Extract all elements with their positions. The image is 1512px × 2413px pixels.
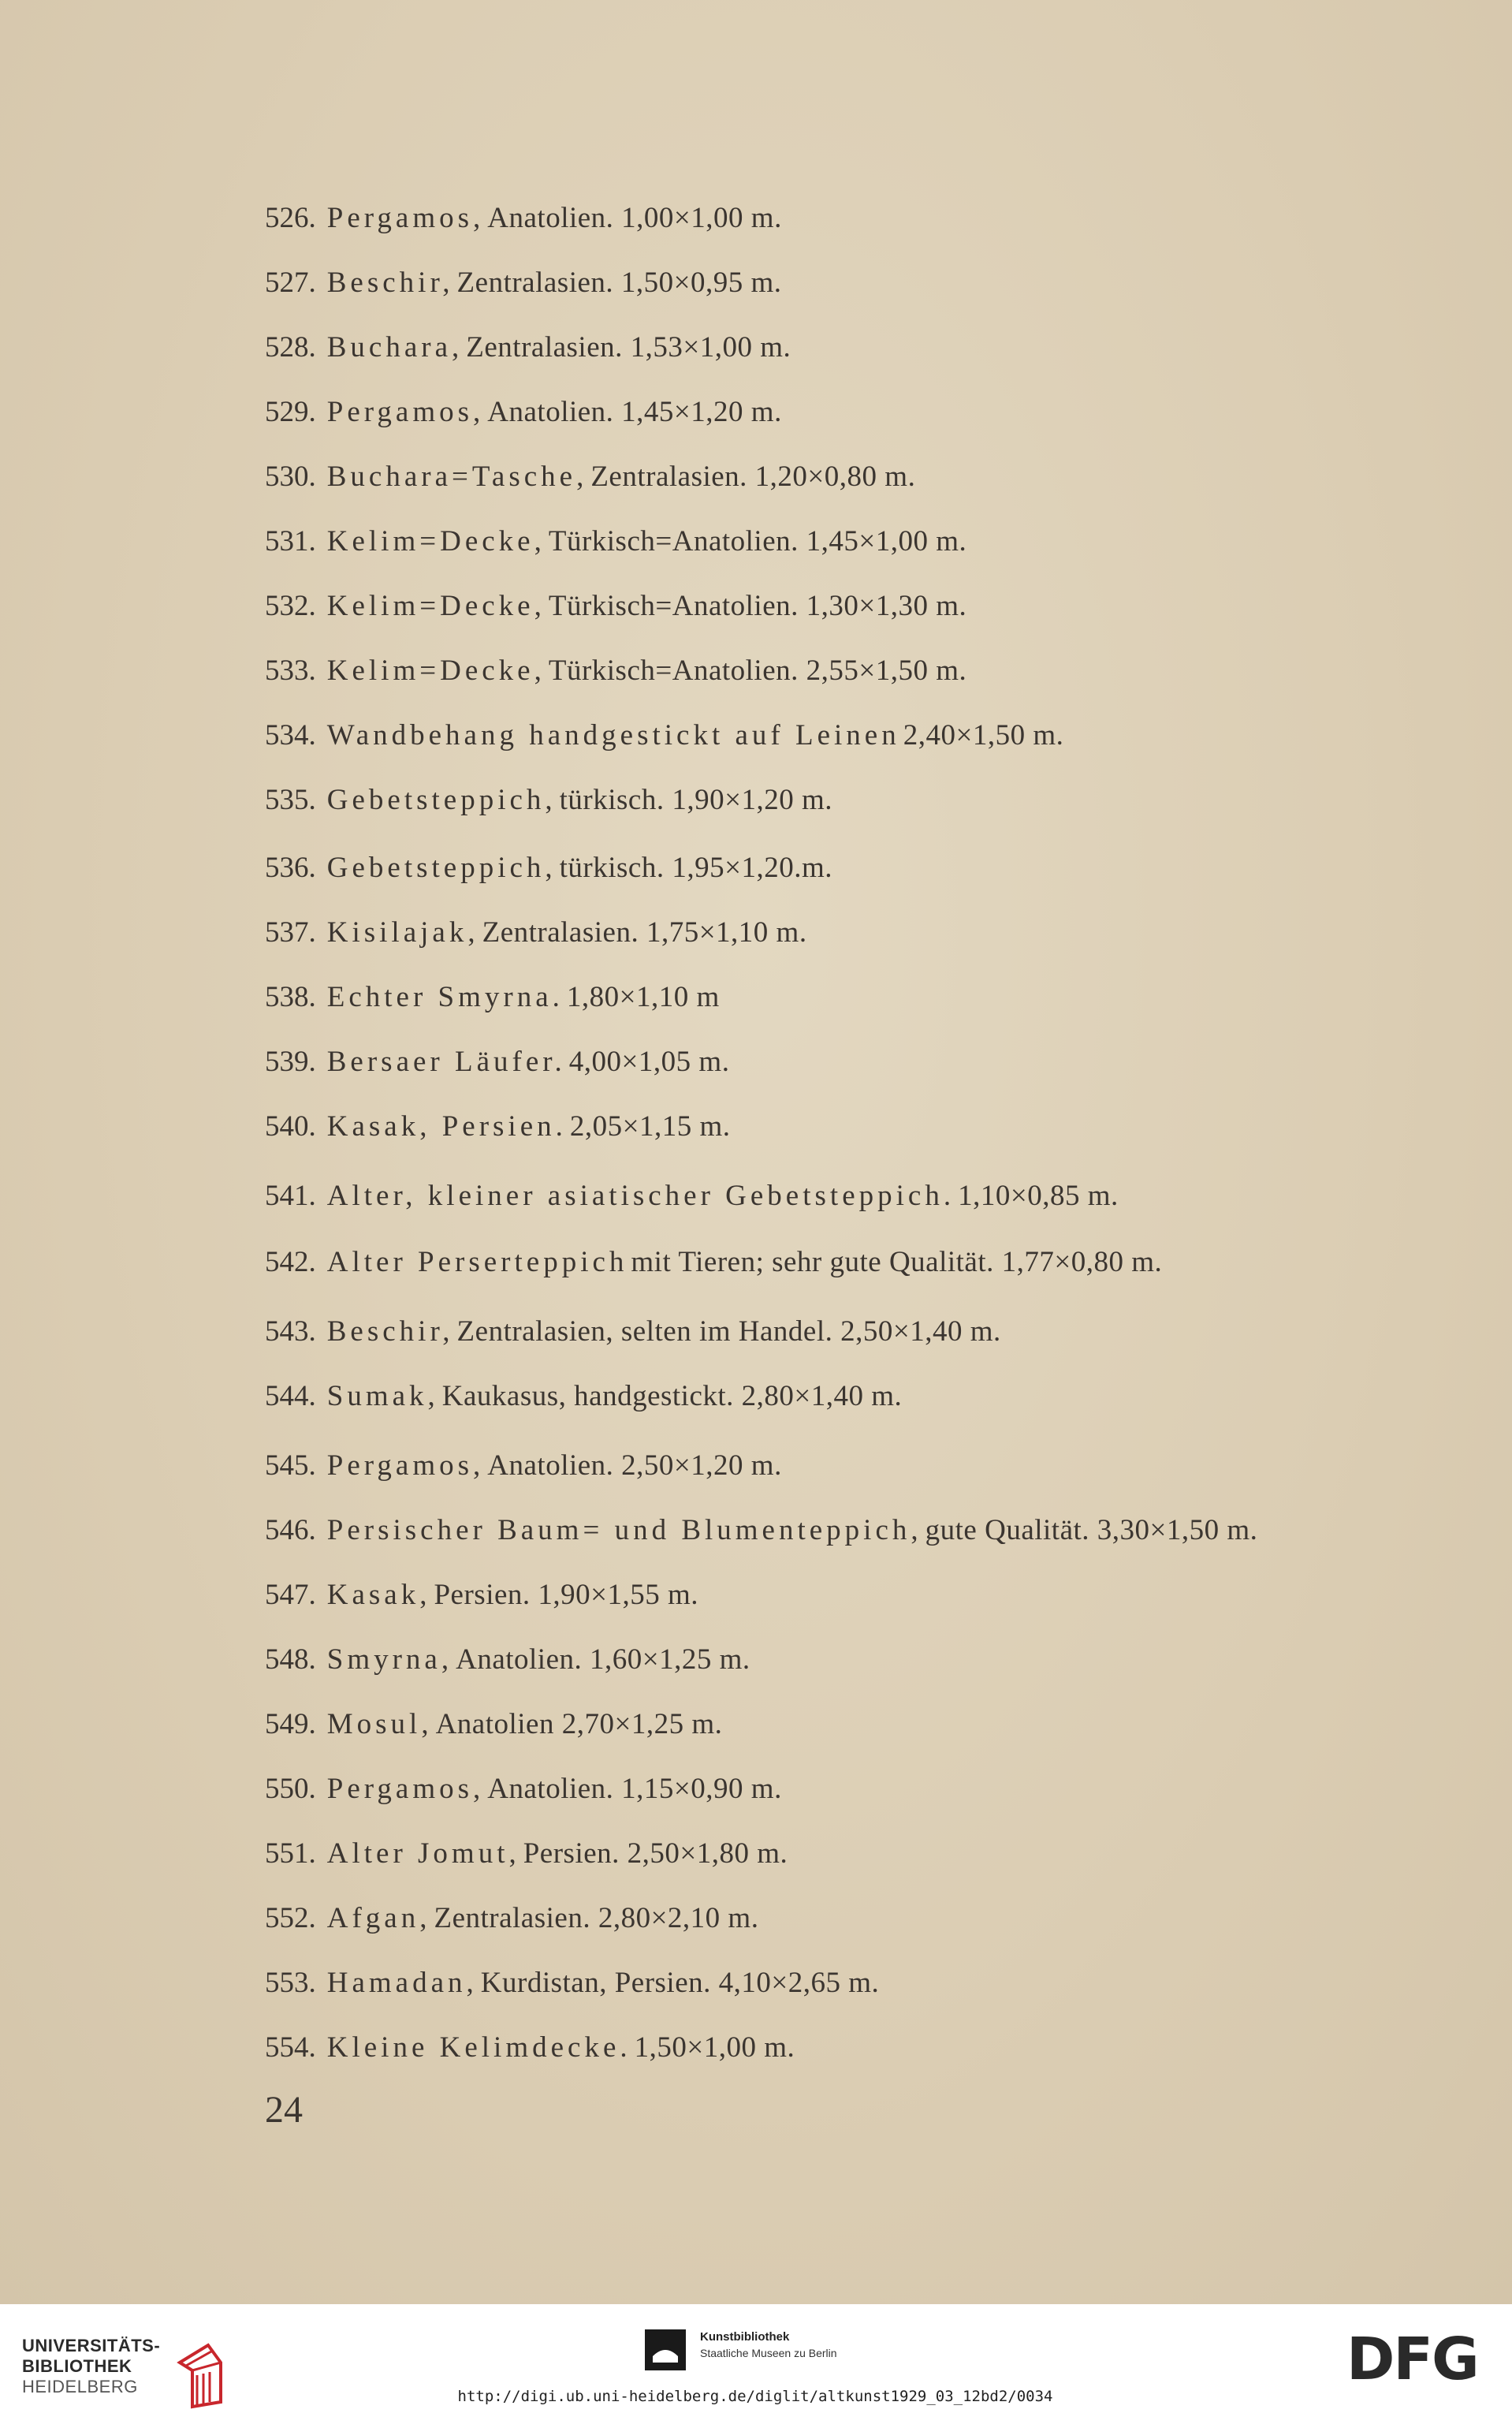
entry-details: Anatolien. 1,60×1,25 m. <box>456 1643 750 1676</box>
entry-name: Buchara, <box>326 331 464 364</box>
entry-details: Persien. 2,50×1,80 m. <box>523 1837 788 1870</box>
entry-number: 531. <box>265 525 316 558</box>
ub-logo-line: HEIDELBERG <box>22 2377 138 2396</box>
entry-name: Echter Smyrna. <box>326 981 564 1013</box>
catalog-entry <box>265 460 915 494</box>
entry-name: Sumak, <box>326 1380 439 1412</box>
entry-number: 526. <box>265 202 316 234</box>
entry-number: 538. <box>265 981 316 1013</box>
entry-name: Gebetsteppich, <box>326 784 557 816</box>
entry-number: 550. <box>265 1773 316 1805</box>
catalog-entry <box>265 1245 1162 1280</box>
entry-details: Kurdistan, Persien. 4,10×2,65 m. <box>480 1967 880 1999</box>
catalog-entry <box>265 654 966 688</box>
page-number: 24 <box>265 2089 303 2131</box>
entry-number: 536. <box>265 852 316 884</box>
catalog-entry <box>265 1315 1001 1349</box>
entry-details: gute Qualität. 3,30×1,50 m. <box>925 1514 1258 1546</box>
entry-details: 1,50×1,00 m. <box>634 2031 795 2064</box>
catalog-entry <box>265 1643 750 1677</box>
entry-number: 529. <box>265 396 316 428</box>
entry-number: 530. <box>265 461 316 493</box>
entry-name: Buchara=Tasche, <box>326 461 588 493</box>
entry-details: 1,10×0,85 m. <box>958 1180 1119 1212</box>
entry-details: Anatolien 2,70×1,25 m. <box>435 1708 723 1740</box>
entry-name: Kasak, <box>326 1579 431 1611</box>
catalog-entry <box>265 1837 788 1871</box>
entry-details: Anatolien. 1,45×1,20 m. <box>487 396 782 428</box>
ub-logo-line: UNIVERSITÄTS- <box>22 2336 161 2355</box>
entry-details: Zentralasien. 1,50×0,95 m. <box>456 267 782 299</box>
entry-number: 537. <box>265 916 316 949</box>
entry-details: Zentralasien, selten im Handel. 2,50×1,40 m. <box>456 1315 1001 1348</box>
entry-details: Zentralasien. 1,53×1,00 m. <box>466 331 791 364</box>
dfg-logo[interactable]: DFG <box>1346 2325 1478 2393</box>
entry-number: 549. <box>265 1708 316 1740</box>
entry-number: 539. <box>265 1046 316 1078</box>
entry-details: Anatolien. 1,00×1,00 m. <box>487 202 782 234</box>
entry-number: 546. <box>265 1514 316 1546</box>
entry-details: Türkisch=Anatolien. 1,45×1,00 m. <box>548 525 967 558</box>
kunstbibliothek-title: Kunstbibliothek <box>700 2330 790 2344</box>
entry-number: 543. <box>265 1315 316 1348</box>
catalog-entry <box>265 1707 722 1742</box>
catalog-entry <box>265 980 720 1015</box>
entry-details: Zentralasien. 1,75×1,10 m. <box>482 916 807 949</box>
entry-number: 544. <box>265 1380 316 1412</box>
entry-number: 548. <box>265 1643 316 1676</box>
entry-details: Zentralasien. 1,20×0,80 m. <box>590 461 916 493</box>
entry-number: 533. <box>265 655 316 687</box>
entry-name: Pergamos, <box>326 1773 485 1805</box>
ub-emblem-icon <box>173 2339 229 2410</box>
entry-name: Pergamos, <box>326 1449 485 1482</box>
catalog-entry <box>265 1901 758 1936</box>
university-library-logo[interactable] <box>22 2336 160 2397</box>
catalog-entry <box>265 1966 879 2001</box>
entry-number: 545. <box>265 1449 316 1482</box>
entry-number: 527. <box>265 267 316 299</box>
catalog-entry <box>265 1449 782 1483</box>
entry-name: Alter, kleiner asiatischer Gebetsteppich. <box>326 1180 955 1212</box>
entry-details: 1,80×1,10 m <box>566 981 720 1013</box>
entry-number: 532. <box>265 590 316 622</box>
entry-number: 551. <box>265 1837 316 1870</box>
entry-details: türkisch. 1,90×1,20 m. <box>559 784 833 816</box>
entry-details: türkisch. 1,95×1,20.m. <box>559 852 833 884</box>
catalog-entry <box>265 783 832 818</box>
entry-details: 2,05×1,15 m. <box>569 1110 731 1143</box>
entry-details: 4,00×1,05 m. <box>568 1046 730 1078</box>
entry-name: Pergamos, <box>326 202 485 234</box>
entry-name: Pergamos, <box>326 396 485 428</box>
kunstbibliothek-emblem-icon <box>645 2329 686 2370</box>
catalog-entry <box>265 589 966 624</box>
entry-name: Gebetsteppich, <box>326 852 557 884</box>
catalog-entry <box>265 718 1063 753</box>
entry-name: Smyrna, <box>326 1643 453 1676</box>
entry-name: Wandbehang handgestickt auf Leinen <box>326 719 900 751</box>
entry-name: Hamadan, <box>326 1967 478 1999</box>
catalog-entry <box>265 1045 729 1080</box>
entry-number: 554. <box>265 2031 316 2064</box>
catalog-entry <box>265 1110 731 1144</box>
entry-name: Kisilajak, <box>326 916 479 949</box>
entry-name: Alter Perserteppich <box>326 1246 628 1278</box>
catalog-entry <box>265 201 782 236</box>
entry-name: Alter Jomut, <box>326 1837 520 1870</box>
catalog-entry <box>265 1772 782 1807</box>
catalog-entry <box>265 2031 795 2065</box>
entry-number: 553. <box>265 1967 316 1999</box>
entry-name: Kelim=Decke, <box>326 590 546 622</box>
catalog-entry <box>265 851 832 886</box>
entry-name: Persischer Baum= und Blumenteppich, <box>326 1514 922 1546</box>
entry-details: 2,40×1,50 m. <box>903 719 1064 751</box>
catalog-entry <box>265 1379 902 1414</box>
footer-bar <box>0 2304 1512 2413</box>
entry-name: Bersaer Läufer. <box>326 1046 566 1078</box>
entry-name: Kleine Kelimdecke. <box>326 2031 631 2064</box>
entry-number: 540. <box>265 1110 316 1143</box>
entry-details: Zentralasien. 2,80×2,10 m. <box>434 1902 759 1934</box>
catalog-entry <box>265 1578 698 1613</box>
entry-name: Kelim=Decke, <box>326 525 546 558</box>
entry-number: 547. <box>265 1579 316 1611</box>
entry-details: Anatolien. 2,50×1,20 m. <box>487 1449 782 1482</box>
catalog-entry <box>265 330 791 365</box>
entry-details: Persien. 1,90×1,55 m. <box>434 1579 699 1611</box>
entry-details: Türkisch=Anatolien. 2,55×1,50 m. <box>548 655 967 687</box>
catalog-entry <box>265 395 782 430</box>
entry-details: Anatolien. 1,15×0,90 m. <box>487 1773 782 1805</box>
entry-name: Afgan, <box>326 1902 431 1934</box>
catalog-entry <box>265 916 807 950</box>
entry-number: 535. <box>265 784 316 816</box>
entry-number: 542. <box>265 1246 316 1278</box>
catalog-entry <box>265 1513 1257 1548</box>
entry-number: 528. <box>265 331 316 364</box>
catalog-entry <box>265 524 966 559</box>
entry-name: Mosul, <box>326 1708 433 1740</box>
catalog-entry <box>265 1179 1119 1214</box>
entry-name: Beschir, <box>326 267 454 299</box>
entry-details: Türkisch=Anatolien. 1,30×1,30 m. <box>548 590 967 622</box>
entry-name: Kasak, Persien. <box>326 1110 567 1143</box>
entry-name: Kelim=Decke, <box>326 655 546 687</box>
entry-details: mit Tieren; sehr gute Qualität. 1,77×0,80 m. <box>631 1246 1163 1278</box>
entry-name: Beschir, <box>326 1315 454 1348</box>
kunstbibliothek-subtitle: Staatliche Museen zu Berlin <box>700 2347 837 2359</box>
permalink-url[interactable]: http://digi.ub.uni-heidelberg.de/diglit/altkunst1929_03_12bd2/0034 <box>457 2388 1053 2405</box>
ub-logo-line: BIBLIOTHEK <box>22 2356 132 2376</box>
entry-number: 534. <box>265 719 316 751</box>
entry-details: Kaukasus, handgestickt. 2,80×1,40 m. <box>441 1380 903 1412</box>
entry-number: 552. <box>265 1902 316 1934</box>
entry-number: 541. <box>265 1180 316 1212</box>
catalog-entry <box>265 266 782 300</box>
